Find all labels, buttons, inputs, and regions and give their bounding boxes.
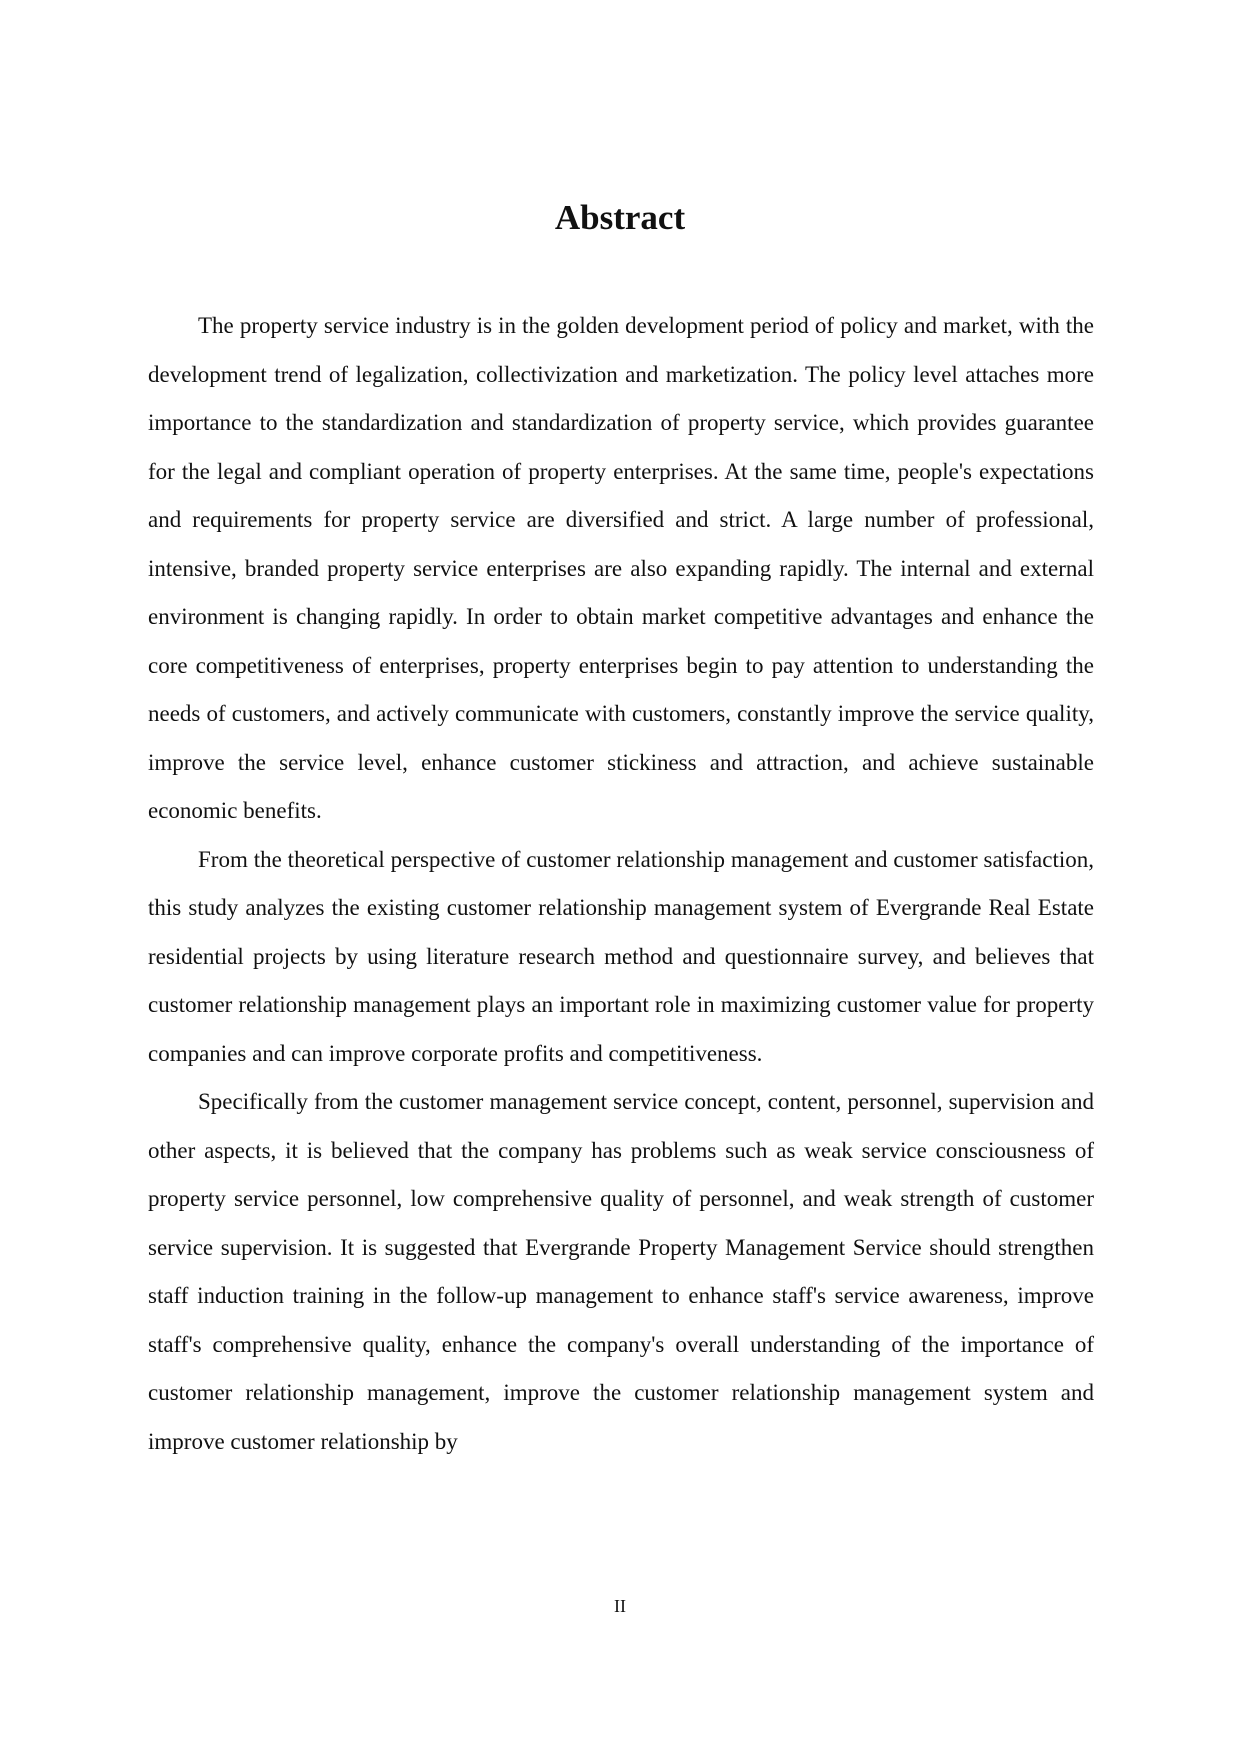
paragraph-3: Specifically from the customer management service concept, content, personnel, supervision and other aspects, it is believed that the company has problems such as weak service consciousness of property service personnel, low comprehensive quality of personnel, and weak strength of customer service supervision. It is suggested that Evergrande Property Management Service should strengthen staff induction training in the follow-up management to enhance staff's service awareness, improve staff's comprehensive quality, enhance the company's overall understanding of the importance of customer relationship management, improve the customer relationship management system and improve customer relationship by [148, 1089, 1094, 1454]
abstract-body [148, 302, 1094, 1466]
page-number: II [614, 1596, 626, 1616]
page-title: Abstract [554, 198, 686, 237]
paragraph-2: From the theoretical perspective of customer relationship management and customer satisfaction, this study analyzes the existing customer relationship management system of Evergrande Real Estate residential projects by using literature research method and questionnaire survey, and believes that customer relationship management plays an important role in maximizing customer value for property companies and can improve corporate profits and competitiveness. [148, 846, 1094, 1066]
paragraph-1: The property service industry is in the golden development period of policy and market, with the development trend of legalization, collectivization and marketization. The policy level attaches more importance to the standardization and standardization of property service, which provides guarantee for the legal and compliant operation of property enterprises. At the same time, people's expectations and requirements for property service are diversified and strict. A large number of professional, intensive, branded property service enterprises are also expanding rapidly. The internal and external environment is changing rapidly. In order to obtain market competitive advantages and enhance the core competitiveness of enterprises, property enterprises begin to pay attention to understanding the needs of customers, and actively communicate with customers, constantly improve the service quality, improve the service level, enhance customer stickiness and attraction, and achieve sustainable economic benefits. [148, 313, 1094, 823]
